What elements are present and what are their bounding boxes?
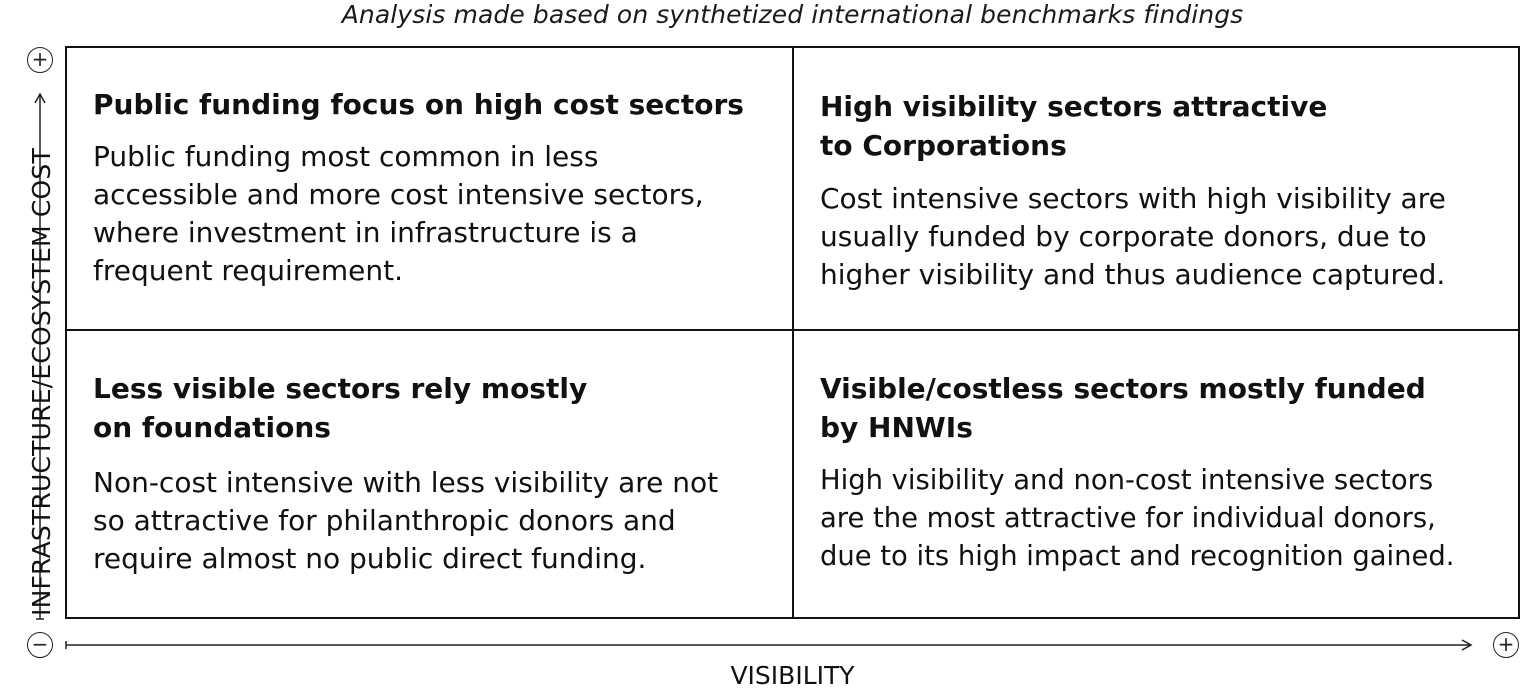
quadrant-description: Non-cost intensive with less visibility are not so attractive for philanthropic donors and require almost no public direct funding. bbox=[93, 466, 719, 575]
x-axis-label: VISIBILITY bbox=[730, 661, 855, 690]
quadrant-top-left bbox=[67, 48, 794, 331]
quadrant-title: Visible/costless sectors mostly funded by HNWIs bbox=[820, 372, 1426, 444]
quadrant-description: Public funding most common in less accessible and more cost intensive sectors, where investment in infrastructure is a frequent requirement. bbox=[93, 140, 704, 287]
diagram-subtitle: Analysis made based on synthetized international benchmarks findings bbox=[341, 0, 1244, 29]
y-axis-plus-icon: + bbox=[27, 47, 53, 73]
quadrant-title: Less visible sectors rely mostly on foundations bbox=[93, 372, 588, 444]
quadrant-matrix bbox=[65, 46, 1520, 619]
x-axis-plus-icon: + bbox=[1493, 632, 1519, 658]
quadrant-title: High visibility sectors attractive to Corporations bbox=[820, 90, 1328, 162]
origin-minus-icon: − bbox=[27, 632, 53, 658]
quadrant-description: Cost intensive sectors with high visibility are usually funded by corporate donors, due to higher visibility and thus audience captured. bbox=[820, 182, 1446, 291]
y-axis-label: INFRASTRUCTURE/ECOSYSTEM COST bbox=[27, 148, 56, 616]
quadrant-bottom-left bbox=[67, 331, 794, 617]
quadrant-description: High visibility and non-cost intensive sectors are the most attractive for individual donors, due to its high impact and recognition gained. bbox=[820, 465, 1455, 572]
quadrant-title: Public funding focus on high cost sectors bbox=[93, 88, 744, 121]
quadrant-top-right bbox=[794, 48, 1518, 331]
quadrant-bottom-right bbox=[794, 331, 1518, 617]
